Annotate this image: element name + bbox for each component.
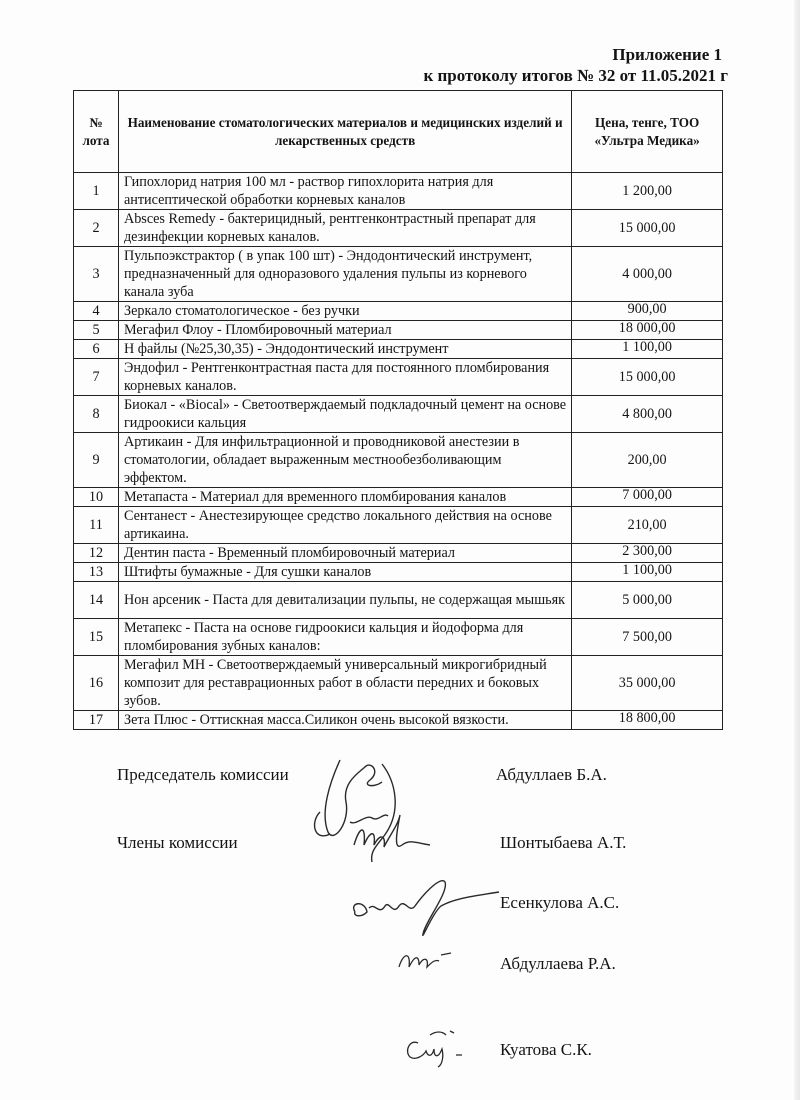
- table-row: [74, 656, 723, 711]
- lot-price: 7 000,00: [572, 488, 723, 507]
- table-row: [74, 247, 723, 302]
- table-row: [74, 302, 723, 321]
- signatory-name-member: Абдуллаева Р.А.: [500, 954, 616, 973]
- lot-number: 1: [74, 173, 119, 210]
- table-row: [74, 321, 723, 340]
- table-row: [74, 433, 723, 488]
- lot-price: 2 300,00: [572, 544, 723, 563]
- signature-member-icon: [345, 872, 505, 942]
- page-edge: [794, 0, 800, 1100]
- table-header-row: [74, 91, 723, 173]
- lot-price: 15 000,00: [572, 359, 723, 396]
- lot-number: 8: [74, 396, 119, 433]
- table-row: [74, 210, 723, 247]
- lot-number: 9: [74, 433, 119, 488]
- lot-price: 7 500,00: [572, 619, 723, 656]
- lot-number: 3: [74, 247, 119, 302]
- lot-name: Н файлы (№25,30,35) - Эндодонтический инструмент: [118, 340, 571, 359]
- members-label: Члены комиссии: [117, 833, 238, 852]
- lot-number: 2: [74, 210, 119, 247]
- lot-number: 15: [74, 619, 119, 656]
- lot-name: Нон арсеник - Паста для девитализации пульпы, не содержащая мышьяк: [118, 582, 571, 619]
- lot-number: 11: [74, 507, 119, 544]
- lot-number: 13: [74, 563, 119, 582]
- table-row: [74, 173, 723, 210]
- table-row: [74, 619, 723, 656]
- column-header-lot-number: № лота: [74, 91, 119, 173]
- table-row: [74, 711, 723, 730]
- lot-name: Метапекс - Паста на основе гидроокиси кальция и йодоформа для пломбирования зубных каналов:: [118, 619, 571, 656]
- lot-number: 4: [74, 302, 119, 321]
- table-row: [74, 563, 723, 582]
- lot-price: 5 000,00: [572, 582, 723, 619]
- lot-price: 18 800,00: [572, 711, 723, 730]
- lots-table: [73, 90, 723, 730]
- document-header: [423, 44, 728, 86]
- table-row: [74, 544, 723, 563]
- protocol-reference: к протоколу итогов № 32 от 11.05.2021 г: [423, 66, 728, 85]
- lot-name: Гипохлорид натрия 100 мл - раствор гипохлорита натрия для антисептической обработки корневых каналов: [118, 173, 571, 210]
- lot-number: 7: [74, 359, 119, 396]
- lot-name: Артикаин - Для инфильтрационной и проводниковой анестезии в стоматологии, обладает выраженным местнообезболивающим эффектом.: [118, 433, 571, 488]
- column-header-name: Наименование стоматологических материалов и медицинских изделий и лекарственных средств: [118, 91, 571, 173]
- lot-price: 4 000,00: [572, 247, 723, 302]
- lot-number: 10: [74, 488, 119, 507]
- lot-name: Эндофил - Рентгенконтрастная паста для постоянного пломбирования корневых каналов.: [118, 359, 571, 396]
- lot-name: Дентин паста - Временный пломбировочный материал: [118, 544, 571, 563]
- lot-price: 1 100,00: [572, 340, 723, 359]
- lot-number: 14: [74, 582, 119, 619]
- lot-name: Absces Remedy - бактерицидный, рентгенконтрастный препарат для дезинфекции корневых каналов.: [118, 210, 571, 247]
- signature-member-icon: [350, 805, 440, 865]
- lot-price: 15 000,00: [572, 210, 723, 247]
- lot-number: 6: [74, 340, 119, 359]
- lot-name: Биокал - «Biocal» - Светоотверждаемый подкладочный цемент на основе гидроокиси кальция: [118, 396, 571, 433]
- lot-price: 210,00: [572, 507, 723, 544]
- lot-name: Мегафил Флоу - Пломбировочный материал: [118, 321, 571, 340]
- lot-number: 17: [74, 711, 119, 730]
- signatory-name-member: Шонтыбаева А.Т.: [500, 833, 627, 852]
- lot-name: Штифты бумажные - Для сушки каналов: [118, 563, 571, 582]
- signature-member-icon: [395, 945, 455, 975]
- signature-member-icon: [400, 1025, 470, 1070]
- table-row: [74, 488, 723, 507]
- table-row: [74, 582, 723, 619]
- signature-chairman-icon: [300, 752, 410, 867]
- lot-name: Мегафил МН - Светоотверждаемый универсальный микрогибридный композит для реставрационных работ в области передних и боковых зубов.: [118, 656, 571, 711]
- lot-price: 1 200,00: [572, 173, 723, 210]
- lot-name: Метапаста - Материал для временного пломбирования каналов: [118, 488, 571, 507]
- lot-price: 1 100,00: [572, 563, 723, 582]
- signatory-name-member: Куатова С.К.: [500, 1040, 592, 1059]
- appendix-title: Приложение 1: [612, 45, 722, 64]
- lot-price: 18 000,00: [572, 321, 723, 340]
- column-header-price: Цена, тенге, ТОО «Ультра Медика»: [572, 91, 723, 173]
- lot-number: 16: [74, 656, 119, 711]
- lot-number: 5: [74, 321, 119, 340]
- table-row: [74, 340, 723, 359]
- lot-name: Пульпоэкстрактор ( в упак 100 шт) - Эндодонтический инструмент, предназначенный для одноразового удаления пульпы из корневого канала зуба: [118, 247, 571, 302]
- lot-number: 12: [74, 544, 119, 563]
- lot-name: Зета Плюс - Оттискная масса.Силикон очень высокой вязкости.: [118, 711, 571, 730]
- chairman-label: Председатель комиссии: [117, 765, 289, 784]
- table-row: [74, 396, 723, 433]
- signatory-name-member: Есенкулова А.С.: [500, 893, 620, 912]
- signatory-name-chairman: Абдуллаев Б.А.: [496, 765, 607, 784]
- lot-price: 200,00: [572, 433, 723, 488]
- lot-price: 35 000,00: [572, 656, 723, 711]
- lot-price: 900,00: [572, 302, 723, 321]
- table-row: [74, 507, 723, 544]
- table-row: [74, 359, 723, 396]
- lot-name: Сентанест - Анестезирующее средство локального действия на основе артикаина.: [118, 507, 571, 544]
- lot-name: Зеркало стоматологическое - без ручки: [118, 302, 571, 321]
- lot-price: 4 800,00: [572, 396, 723, 433]
